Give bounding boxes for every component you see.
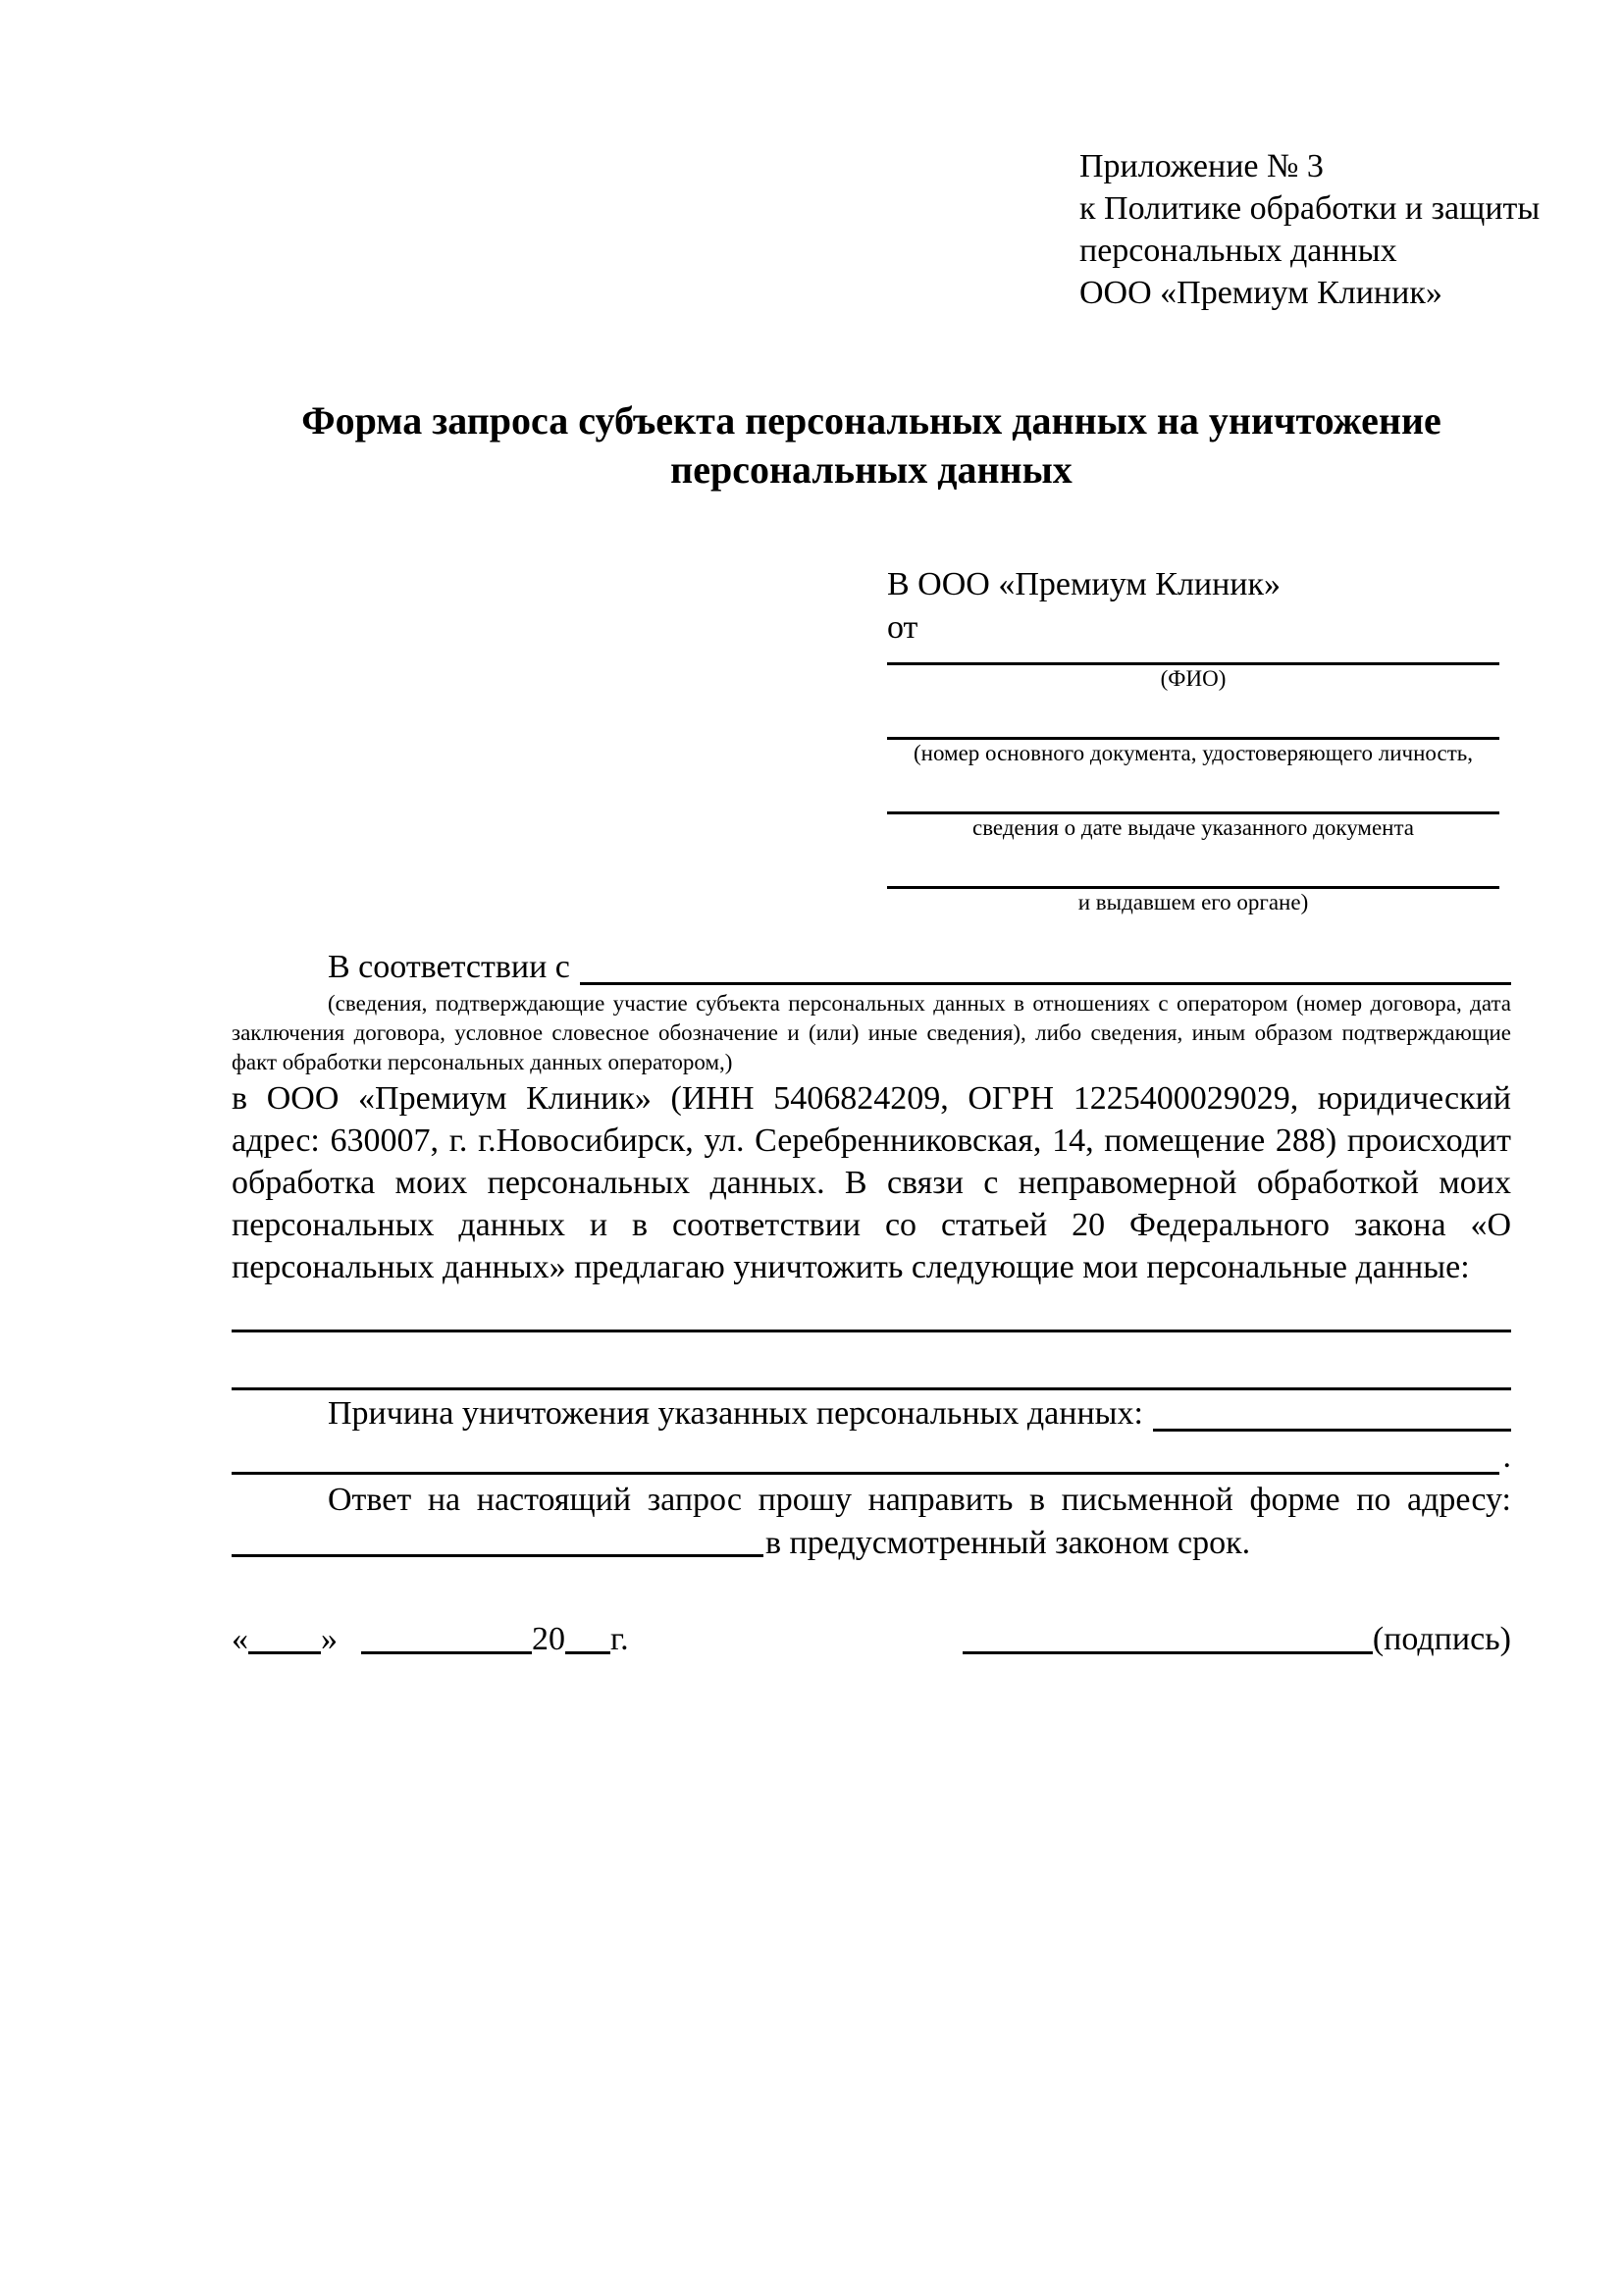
reason-continuation-row bbox=[232, 1435, 1511, 1479]
appendix-line-4: ООО «Премиум Клиник» bbox=[1079, 275, 1442, 311]
appendix-line-3: персональных данных bbox=[1079, 233, 1397, 269]
reason-label: Причина уничтожения указанных персональных данных: bbox=[328, 1395, 1143, 1432]
personal-data-field-line-2 bbox=[232, 1346, 1511, 1390]
fio-field-line bbox=[887, 650, 1499, 665]
accordance-row bbox=[232, 946, 1511, 989]
appendix-line-1: Приложение № 3 bbox=[1079, 148, 1324, 184]
date-year-prefix: 20 bbox=[532, 1621, 565, 1657]
reason-field-line-2 bbox=[232, 1435, 1499, 1475]
doc-issue-date-caption: сведения о дате выдаче указанного документа bbox=[971, 815, 1415, 840]
date-month-field-line bbox=[361, 1624, 532, 1654]
date-quote-close: » bbox=[321, 1621, 338, 1657]
accordance-field-line bbox=[580, 946, 1511, 985]
address-field-line bbox=[232, 1527, 763, 1557]
fio-caption: (ФИО) bbox=[1160, 666, 1227, 691]
accordance-lead: В соответствии с bbox=[328, 949, 570, 985]
doc-issuer-field-line bbox=[887, 873, 1499, 889]
addressee-from-label: от bbox=[887, 609, 918, 646]
signature-caption: (подпись) bbox=[1372, 1621, 1511, 1657]
signature-field-line bbox=[963, 1624, 1373, 1654]
document-title: Форма запроса субъекта персональных данных на уничтожение персональных данных bbox=[301, 398, 1441, 492]
appendix-line-2: к Политике обработки и защиты bbox=[1079, 190, 1541, 227]
response-request: Ответ на настоящий запрос прошу направить в письменной форме по адресу: bbox=[328, 1482, 1511, 1518]
response-address-row bbox=[232, 1522, 1511, 1565]
appendix-block bbox=[1079, 145, 1541, 314]
date-year-suffix: г. bbox=[610, 1621, 629, 1657]
accordance-note: (сведения, подтверждающие участие субъекта персональных данных в отношениях с оператором (номер договора, дата заключения договора, условное словесное обозначение и (или) иные сведения), либо сведения, иным образом подтверждающие факт обработки персональных данных оператором,) bbox=[232, 991, 1511, 1074]
personal-data-field-line-1 bbox=[232, 1288, 1511, 1332]
addressee-to: В ООО «Премиум Клиник» bbox=[887, 566, 1282, 602]
date-group bbox=[232, 1618, 629, 1661]
date-day-field-line bbox=[248, 1624, 321, 1654]
doc-number-caption: (номер основного документа, удостоверяющего личность, bbox=[913, 741, 1473, 765]
date-quote-open: « bbox=[232, 1621, 248, 1657]
doc-number-field-line bbox=[887, 724, 1499, 740]
date-signature-row bbox=[232, 1618, 1511, 1661]
doc-issue-date-field-line bbox=[887, 799, 1499, 814]
date-year-field-line bbox=[565, 1624, 610, 1654]
main-paragraph: в ООО «Премиум Клиник» (ИНН 5406824209, ОГРН 1225400029029, юридический адрес: 630007, г. г.Новосибирск, ул. Серебренниковская, 14, помещение 288) происходит обработка моих персональных данных. В связи с неправомерной обработкой моих персональных данных и в соответствии со статьей 20 Федерального закона «О персональных данных» предлагаю уничтожить следующие мои персональные данные: bbox=[232, 1080, 1511, 1285]
response-tail: в предусмотренный законом срок. bbox=[765, 1525, 1251, 1561]
reason-row bbox=[232, 1392, 1511, 1435]
addressee-block bbox=[887, 563, 1499, 916]
signature-group bbox=[963, 1618, 1511, 1661]
reason-field-line bbox=[1153, 1392, 1511, 1432]
line-terminator: . bbox=[1502, 1438, 1511, 1475]
doc-issuer-caption: и выдавшем его органе) bbox=[1077, 890, 1309, 914]
